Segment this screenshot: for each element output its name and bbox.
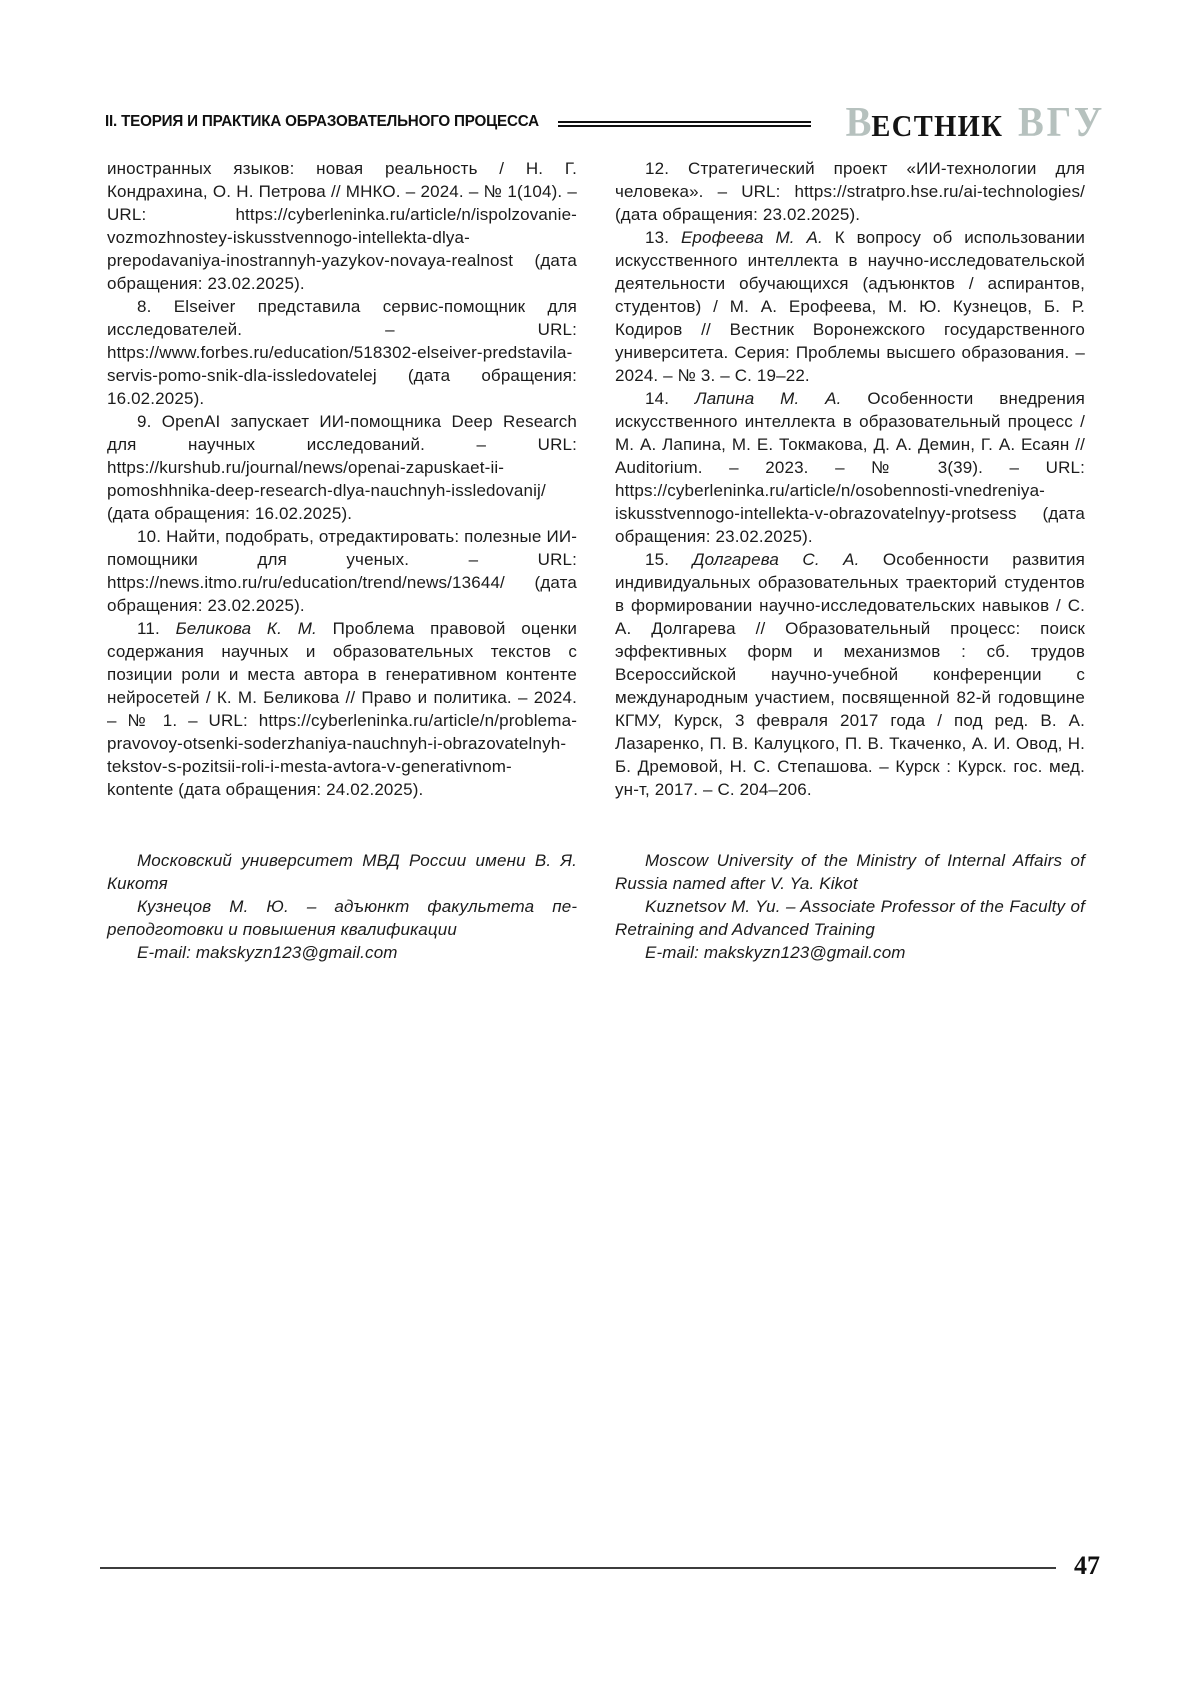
page-footer [100,1545,1100,1579]
reference-item-15 [615,548,1085,801]
ref-number: 8. [137,297,152,316]
references-right-column [615,157,1085,801]
reference-text: Особенности развития индивидуальных образовательных траекторий студентов в формировании научно-исследовательских навыков / С. А. Долгарева // Образовательный процесс: поиск эффективных форм и механизмов : сб. трудов Всероссийской научно-учебной конференции с международным участием, посвященной 82-й годовщине КГМУ, Курск, 3 февраля 2017 года / под ред. В. А. Лазаренко, П. В. Калуцкого, П. В. Ткаченко, А. И. Овод, Н. Б. Дремовой, Н. С. Степашова. – Курск : Курск. гос. мед. ун-т, 2017. – С. 204–206. [615,550,1086,799]
ref-number: 15. [645,550,670,569]
affiliation-organization: Moscow University of the Ministry of Internal Affairs of Russia named after V. Ya. Kikot [615,851,1085,893]
footer-divider [100,1567,1056,1569]
ref-authors: Долгарева С. А. [692,550,860,569]
reference-item-13 [615,226,1085,387]
ref-number: 13. [645,228,670,247]
affiliation-email: E-mail: makskyzn123@gmail.com [645,943,906,962]
ref-authors: Лапина М. А. [694,389,842,408]
reference-text: Elseiver представила сервис-помощник для исследователей. – URL: https://www.forbes.ru/education/518302-elseiver-predstavila-servis-pomo-snik-dla-issledovatelej (дата обращения: 16.02.2025). [107,297,578,408]
reference-item-12 [615,157,1085,226]
affiliation-russian [107,849,577,964]
logo-vgu: ВГУ [1018,100,1105,146]
ref-number: 11. [137,619,160,638]
affiliation-author-role: Kuznetsov M. Yu. – Associate Professor of the Faculty of Retraining and Advanced Training [615,897,1085,939]
ref-number: 12. [645,159,670,178]
reference-text: Проблема правовой оценки содержания научных и образовательных текстов с позиции роли и места автора в генеративном контенте нейросетей / К. М. Беликова // Право и политика. – 2024. – № 1. – URL: https://cyberleninka.ru/article/n/problema-pravovoy-otsenki-soderzhaniya-nauchnyh-i-obrazovatelnyh-tekstov-s-pozitsii-roli-i-mesta-avtora-v-generativnom-kontente (дата обращения: 24.02.2025). [107,619,577,799]
two-column-body [107,157,1085,964]
reference-text: иностранных языков: новая реальность / Н. Г. Кондрахина, О. Н. Петрова // МНКО. – 2024. – № 1(104). – URL: https://cyberleninka.ru/article/n/ispolzovanie-vozmozhnostey-iskusstvennogo-intellekta-dlya-prepodavaniya-inostrannyh-yazykov-novaya-realnost (дата обращения: 23.02.2025). [107,159,577,293]
logo-vestnik-rest: ЕСТНИК [871,108,1004,143]
section-title: II. ТЕОРИЯ И ПРАКТИКА ОБРАЗОВАТЕЛЬНОГО ПРОЦЕССА [105,113,539,130]
ref-authors: Ерофеева М. А. [680,228,823,247]
journal-logo [846,102,1105,144]
affiliation-author-role: Кузнецов М. Ю. – адъюнкт факультета переподготовки и повышения квалификации [107,897,577,939]
affiliation-organization: Московский университет МВД России имени В. Я. Кикотя [107,851,577,893]
reference-item-8 [107,295,577,410]
reference-item-14 [615,387,1085,548]
affiliation-email: E-mail: makskyzn123@gmail.com [137,943,398,962]
reference-item-10 [107,525,577,617]
page-number: 47 [1074,1551,1100,1580]
reference-text: Найти, подобрать, отредактировать: полезные ИИ-помощники для ученых. – URL: https://news.itmo.ru/ru/education/trend/news/13644/ (дата обращения: 23.02.2025). [107,527,578,615]
reference-text: Особенности внедрения искусственного интеллекта в образовательный процесс / М. А. Лапина, М. Е. Токмакова, Д. А. Демин, Г. А. Есаян // Auditorium. – 2023. – № 3(39). – URL: https://cyberleninka.ru/article/n/osobennosti-vnedreniya-iskusstvennogo-intellekta-v-obrazovatelnyy-protsess (дата обращения: 23.02.2025). [615,389,1085,546]
reference-text: К вопросу об использовании искусственного интеллекта в научно-исследовательской деятельности обучающихся (адъюнктов / аспирантов, студентов) / М. А. Ерофеева, М. Ю. Кузнецов, Б. Р. Кодиров // Вестник Воронежского государственного университета. Серия: Проблемы высшего образования. – 2024. – № 3. – С. 19–22. [615,228,1085,385]
logo-vestnik-initial: В [845,100,872,146]
ref-authors: Беликова К. М. [175,619,317,638]
reference-text: Стратегический проект «ИИ-технологии для человека». – URL: https://stratpro.hse.ru/ai-technologies/ (дата обращения: 23.02.2025). [615,159,1085,224]
reference-item-11 [107,617,577,801]
ref-number: 9. [137,412,152,431]
affiliation-english [615,849,1085,964]
page-header [105,98,1105,146]
header-divider [558,121,811,128]
reference-text: OpenAI запускает ИИ-помощника Deep Research для научных исследований. – URL: https://kurshub.ru/journal/news/openai-zapuskaet-ii-pomoshhnika-deep-research-dlya-nauchnyh-issledovanij/ (дата обращения: 16.02.2025). [107,412,577,523]
reference-item-9 [107,410,577,525]
ref-number: 14. [645,389,670,408]
reference-continuation [107,157,577,295]
ref-number: 10. [137,527,162,546]
references-left-column [107,157,577,801]
